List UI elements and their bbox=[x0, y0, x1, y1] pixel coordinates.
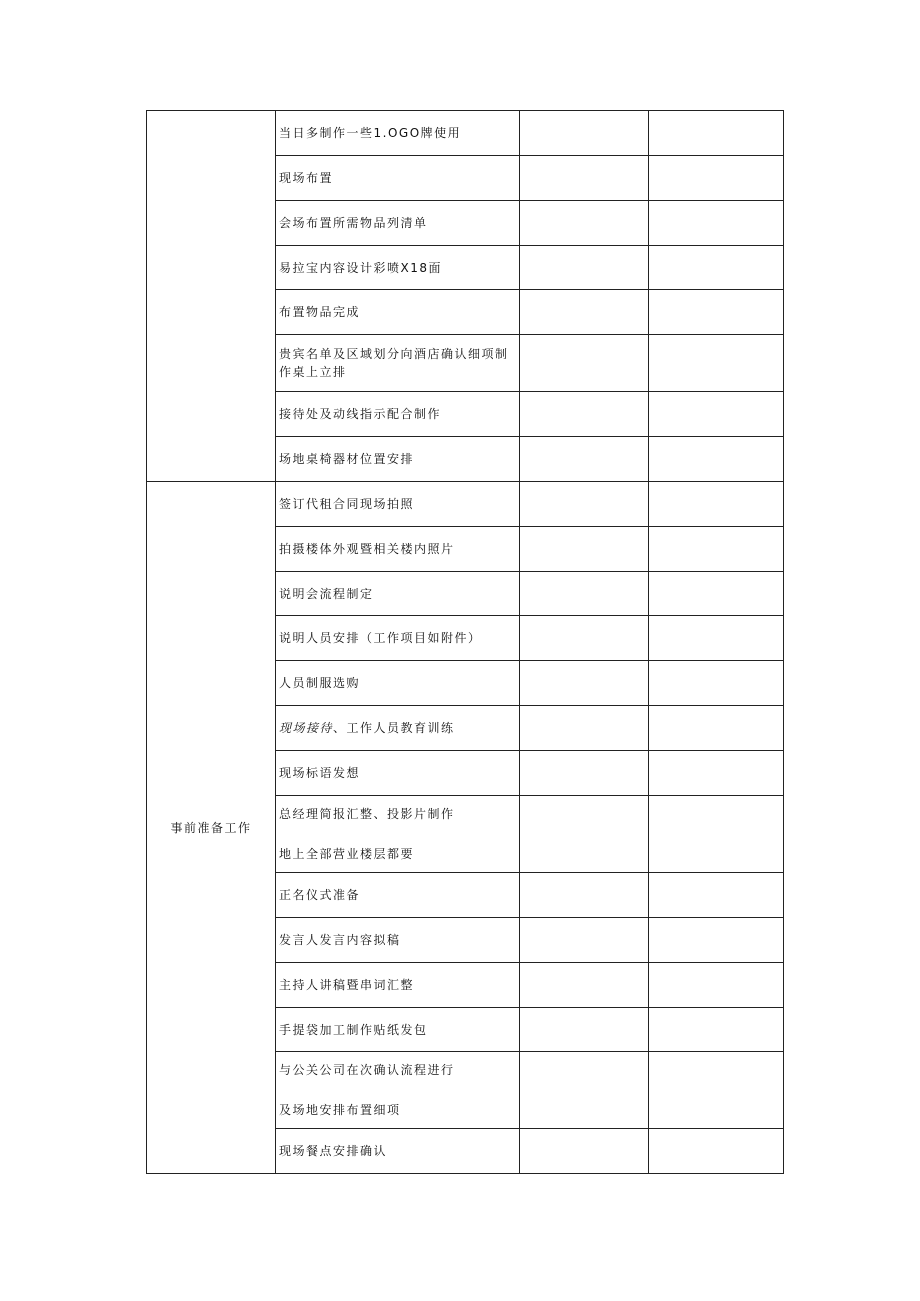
blank-cell bbox=[649, 616, 784, 661]
table-row bbox=[147, 111, 784, 156]
blank-cell bbox=[520, 1008, 649, 1052]
task-table bbox=[146, 110, 784, 1174]
task-text: 场地桌椅器材位置安排 bbox=[279, 452, 415, 466]
task-text: 说明会流程制定 bbox=[279, 586, 374, 601]
task-cell bbox=[276, 661, 520, 706]
blank-cell bbox=[520, 246, 649, 290]
blank-cell bbox=[649, 527, 784, 572]
task-text: 签订代租合同现场拍照 bbox=[279, 497, 415, 511]
task-text: 作桌上立排 bbox=[279, 365, 347, 379]
blank-cell bbox=[649, 111, 784, 156]
task-cell bbox=[276, 335, 520, 392]
blank-cell bbox=[649, 751, 784, 796]
task-cell bbox=[276, 392, 520, 437]
task-cell bbox=[276, 246, 520, 290]
blank-cell bbox=[520, 482, 649, 527]
task-cell bbox=[276, 918, 520, 963]
blank-cell bbox=[520, 706, 649, 751]
task-text: 接待处及动线指示配合制作 bbox=[279, 407, 442, 421]
task-text: 当日多制作一些1.OGO牌使用 bbox=[279, 126, 462, 140]
blank-cell bbox=[649, 963, 784, 1008]
blank-cell bbox=[520, 156, 649, 201]
task-text: 地上全部营业楼层都要 bbox=[279, 847, 415, 861]
blank-cell bbox=[520, 1129, 649, 1174]
task-text: 现场接待 bbox=[279, 721, 334, 735]
task-cell bbox=[276, 1052, 520, 1129]
blank-cell bbox=[520, 616, 649, 661]
blank-cell bbox=[520, 572, 649, 616]
blank-cell bbox=[649, 796, 784, 873]
task-text: 现场布置 bbox=[279, 171, 334, 185]
blank-cell bbox=[520, 111, 649, 156]
task-cell bbox=[276, 1008, 520, 1052]
task-text: 现场餐点安排确认 bbox=[279, 1144, 388, 1158]
blank-cell bbox=[649, 156, 784, 201]
task-text: 及场地安排布置细项 bbox=[279, 1103, 401, 1117]
task-text: 说明人员安排（工作项目如附件） bbox=[279, 631, 482, 645]
task-cell bbox=[276, 156, 520, 201]
task-text: 总经理简报汇整、投影片制作 bbox=[279, 807, 455, 821]
task-cell bbox=[276, 482, 520, 527]
blank-cell bbox=[520, 796, 649, 873]
blank-cell bbox=[649, 1008, 784, 1052]
task-text: 正名仪式准备 bbox=[279, 888, 361, 902]
blank-cell bbox=[520, 335, 649, 392]
section-name: 事前准备工作 bbox=[170, 820, 252, 835]
table-row bbox=[147, 482, 784, 527]
blank-cell bbox=[649, 482, 784, 527]
blank-cell bbox=[649, 1052, 784, 1129]
task-cell bbox=[276, 572, 520, 616]
blank-cell bbox=[520, 201, 649, 246]
task-text: 、工作人员教育训练 bbox=[333, 721, 455, 735]
task-text: 手提袋加工制作贴纸发包 bbox=[279, 1022, 428, 1037]
task-cell bbox=[276, 1129, 520, 1174]
section-name-cell bbox=[147, 111, 276, 482]
blank-cell bbox=[649, 706, 784, 751]
task-cell bbox=[276, 751, 520, 796]
blank-cell bbox=[520, 392, 649, 437]
blank-cell bbox=[649, 918, 784, 963]
blank-cell bbox=[649, 572, 784, 616]
blank-cell bbox=[649, 201, 784, 246]
blank-cell bbox=[649, 873, 784, 918]
blank-cell bbox=[520, 918, 649, 963]
task-text: 主持人讲稿暨串词汇整 bbox=[279, 978, 415, 992]
blank-cell bbox=[649, 335, 784, 392]
task-text: 贵宾名单及区域划分向酒店确认细项制 bbox=[279, 347, 509, 361]
blank-cell bbox=[649, 392, 784, 437]
task-text: 易拉宝内容设计彩喷X18面 bbox=[279, 260, 442, 275]
blank-cell bbox=[520, 290, 649, 335]
task-text: 与公关公司在次确认流程进行 bbox=[279, 1063, 455, 1077]
blank-cell bbox=[649, 290, 784, 335]
blank-cell bbox=[520, 873, 649, 918]
task-cell bbox=[276, 290, 520, 335]
task-cell bbox=[276, 796, 520, 873]
task-text: 人员制服选购 bbox=[279, 676, 361, 690]
task-text: 拍摄楼体外观暨相关楼内照片 bbox=[279, 542, 455, 556]
blank-cell bbox=[520, 437, 649, 482]
section-name-cell bbox=[147, 482, 276, 1174]
task-cell bbox=[276, 616, 520, 661]
task-text: 发言人发言内容拟稿 bbox=[279, 933, 401, 947]
task-cell bbox=[276, 873, 520, 918]
task-cell bbox=[276, 111, 520, 156]
blank-cell bbox=[649, 1129, 784, 1174]
task-cell bbox=[276, 527, 520, 572]
task-text: 现场标语发想 bbox=[279, 766, 361, 780]
task-cell bbox=[276, 963, 520, 1008]
task-text: 布置物品完成 bbox=[279, 305, 361, 319]
blank-cell bbox=[520, 751, 649, 796]
task-text: 会场布置所需物品列清单 bbox=[279, 216, 428, 230]
task-cell bbox=[276, 706, 520, 751]
task-cell bbox=[276, 437, 520, 482]
blank-cell bbox=[520, 1052, 649, 1129]
blank-cell bbox=[649, 661, 784, 706]
blank-cell bbox=[649, 246, 784, 290]
blank-cell bbox=[649, 437, 784, 482]
blank-cell bbox=[520, 963, 649, 1008]
task-cell bbox=[276, 201, 520, 246]
blank-cell bbox=[520, 661, 649, 706]
blank-cell bbox=[520, 527, 649, 572]
